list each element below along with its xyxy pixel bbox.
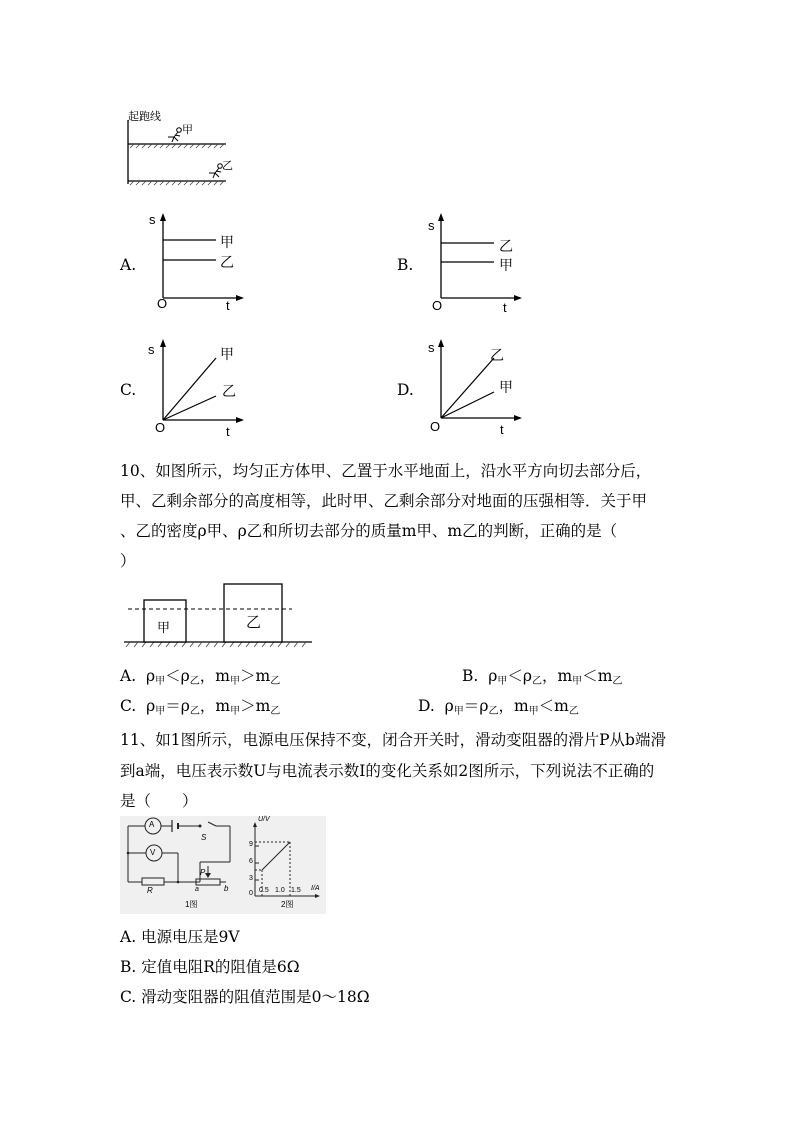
q10-line-2: 甲、乙剩余部分的高度相等，此时甲、乙剩余部分对地面的压强相等．关于甲 bbox=[120, 492, 648, 510]
q10-line-1: 10、如图所示，均匀正方体甲、乙置于水平地面上，沿水平方向切去部分后， bbox=[120, 462, 652, 480]
series-bottom-label: 乙 bbox=[220, 254, 234, 270]
series-top-label: 乙 bbox=[499, 238, 513, 254]
origin: O bbox=[157, 296, 168, 311]
series-top-label: 乙 bbox=[490, 347, 504, 363]
axis-s: s bbox=[148, 342, 155, 357]
q11-line-2: 到a端，电压表示数U与电流表示数I的变化关系如2图所示，下列说法不正确的 bbox=[120, 762, 655, 780]
series-bottom-label: 甲 bbox=[499, 379, 513, 395]
axis-s: s bbox=[149, 212, 156, 227]
series-top-label: 甲 bbox=[220, 234, 234, 250]
q10-option-c: C. $\rho_甲=\rho_乙$，$m_甲>m_乙$ bbox=[120, 697, 281, 717]
slider-label: P bbox=[200, 868, 206, 877]
end-a-label: a bbox=[195, 886, 199, 893]
graph-xtick: 1.5 bbox=[291, 887, 301, 894]
q11-line-3: 是（ ） bbox=[120, 792, 198, 810]
q11-line-1: 11、如1图所示，电源电压保持不变，闭合开关时，滑动变阻器的滑片P从b端滑 bbox=[120, 731, 666, 749]
ammeter-label: A bbox=[149, 820, 155, 829]
q9-option-d-letter: D. bbox=[397, 381, 414, 399]
q9-option-c-letter: C. bbox=[120, 381, 137, 399]
origin: O bbox=[430, 419, 441, 434]
circuit-diagram bbox=[120, 816, 326, 914]
q10-blocks-figure bbox=[124, 580, 314, 650]
start-line-label: 起跑线 bbox=[128, 111, 161, 123]
q9-option-b-letter: B. bbox=[397, 256, 414, 274]
graph-ytick: 0 bbox=[249, 890, 253, 897]
graph-ylabel: U/V bbox=[258, 816, 270, 823]
q11-option-a: A. 电源电压是9V bbox=[120, 928, 240, 946]
origin: O bbox=[155, 420, 166, 435]
resistor-icon bbox=[142, 878, 164, 885]
voltmeter-label: V bbox=[150, 848, 156, 857]
runner-a-icon bbox=[168, 128, 181, 142]
runner-a-label: 甲 bbox=[182, 124, 193, 136]
graph-xtick: 0.5 bbox=[259, 887, 269, 894]
q10-option-a: A. $\rho_甲<\rho_乙$，$m_甲>m_乙$ bbox=[120, 667, 281, 687]
runner-b-label: 乙 bbox=[222, 160, 233, 172]
series-bottom-label: 甲 bbox=[499, 257, 513, 273]
q10-line-3: 、乙的密度ρ甲、ρ乙和所切去部分的质量m甲、m乙的判断，正确的是（ bbox=[120, 522, 618, 540]
graph-ytick: 9 bbox=[249, 841, 253, 848]
axis-s: s bbox=[428, 340, 435, 355]
block-jia-label: 甲 bbox=[157, 620, 171, 635]
graph-ytick: 6 bbox=[249, 858, 253, 865]
q11-option-c: C. 滑动变阻器的阻值范围是0～18Ω bbox=[120, 988, 370, 1006]
q11-figure bbox=[120, 816, 326, 914]
axis-t: t bbox=[226, 424, 230, 439]
runner-b-icon bbox=[209, 164, 222, 178]
graph-caption: 2图 bbox=[281, 900, 294, 909]
graph-xlabel: I/A bbox=[311, 885, 320, 892]
circuit-caption: 1图 bbox=[185, 900, 198, 909]
axis-t: t bbox=[500, 422, 504, 437]
end-b-label: b bbox=[224, 884, 229, 893]
switch-label: S bbox=[201, 833, 207, 842]
q9-option-a-letter: A. bbox=[120, 256, 137, 274]
series-bottom-label: 乙 bbox=[222, 383, 236, 399]
resistor-label: R bbox=[147, 886, 153, 895]
q10-option-d: D. $\rho_甲=\rho_乙$，$m_甲<m_乙$ bbox=[418, 697, 579, 717]
q11-option-b: B. 定值电阻R的阻值是6Ω bbox=[120, 958, 300, 976]
series-top-label: 甲 bbox=[220, 346, 234, 362]
axis-t: t bbox=[503, 300, 507, 315]
axis-t: t bbox=[226, 298, 230, 313]
origin: O bbox=[432, 298, 443, 313]
axis-s: s bbox=[428, 218, 435, 233]
u-i-graph bbox=[255, 826, 316, 896]
q10-option-b: B. $\rho_甲<\rho_乙$，$m_甲<m_乙$ bbox=[462, 667, 623, 687]
q10-line-4: ） bbox=[120, 552, 136, 570]
block-yi-label: 乙 bbox=[246, 614, 262, 631]
graph-ytick: 3 bbox=[249, 875, 253, 882]
graph-xtick: 1.0 bbox=[275, 887, 285, 894]
